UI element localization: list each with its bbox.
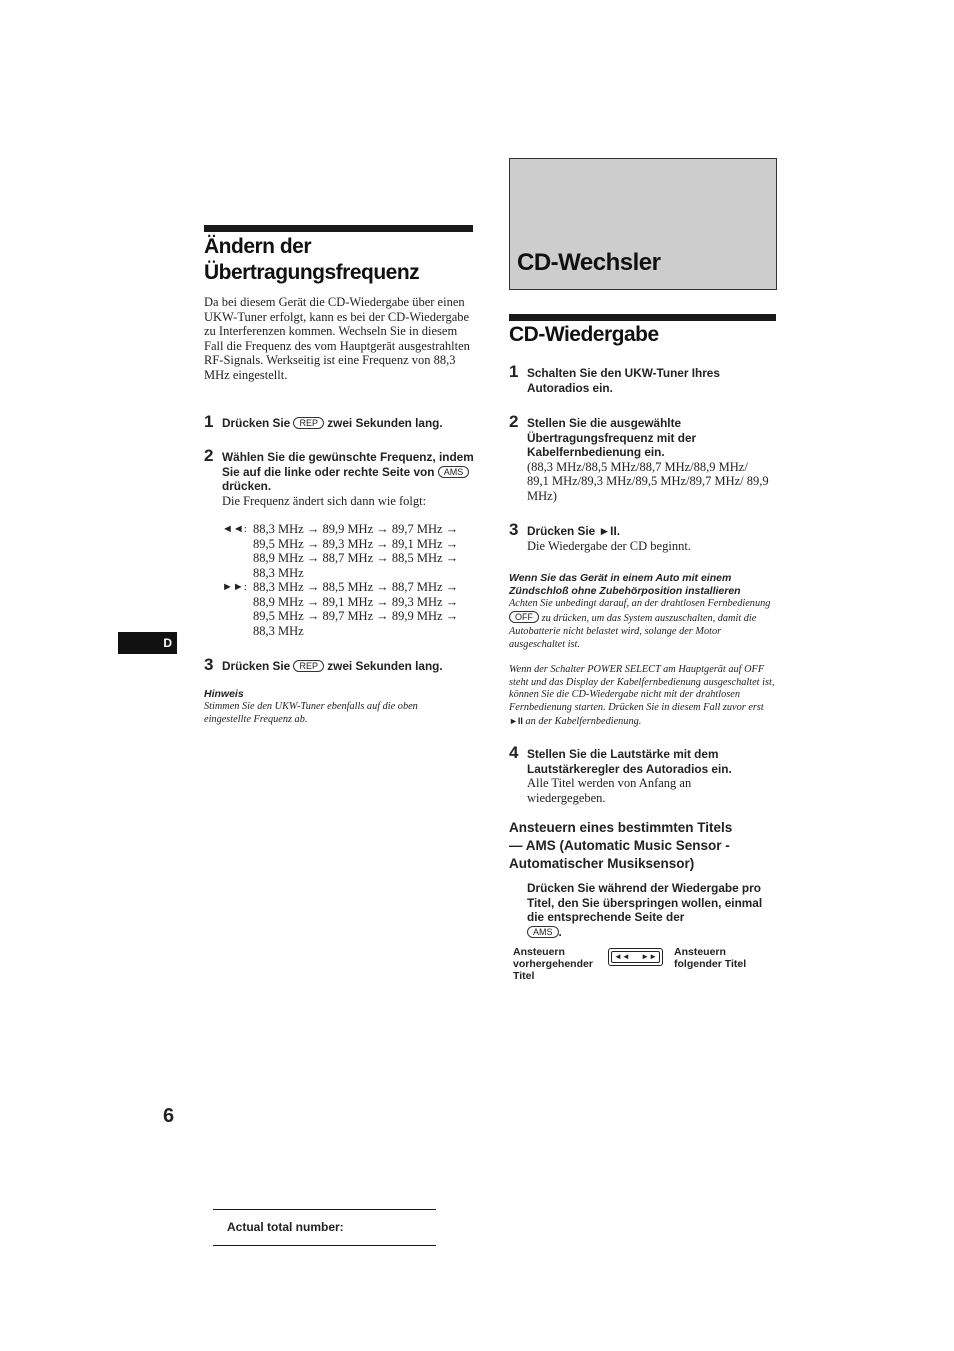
step-number: 1 <box>204 412 214 431</box>
next-track-icon: ►► <box>222 581 244 593</box>
off-key-icon: OFF <box>509 611 539 623</box>
rep-key-icon: REP <box>293 660 324 672</box>
step-number: 2 <box>204 446 214 465</box>
step-number: 3 <box>204 655 214 674</box>
page-number: 6 <box>163 1105 175 1127</box>
step-number: 1 <box>509 362 519 381</box>
power-select-note-text: Wenn der Schalter POWER SELECT am Hauptgerät auf OFF steht und das Display der Kabelfernbedienung ausgeschaltet ist, können Sie die CD-Wiedergabe nicht mit der drahtlosen Fernbedienung starten. Drücken Sie in diesem Fall zuvor erst ►II an der Kabelfernbedienung. <box>509 663 775 728</box>
step-number: 4 <box>509 743 519 762</box>
play-pause-icon: ►II <box>509 716 523 727</box>
prev-track-icon: ◄◄ <box>614 952 630 961</box>
ams-button-diagram <box>608 948 663 966</box>
frequency-sequence-prev: ◄◄: 88,3 MHz → 89,9 MHz → 89,7 MHz → 89,5 MHz → 89,3 MHz → 89,1 MHz → 88,9 MHz → 88,7 MHz → 88,5 MHz → 88,3 MHz <box>222 522 459 580</box>
step-2-text: Wählen Sie die gewünschte Frequenz, indem Sie auf die linke oder rechte Seite von AMS drücken. Die Frequenz ändert sich dann wie folgt: <box>222 450 474 508</box>
ams-key-icon: AMS <box>438 466 470 478</box>
step-number: 3 <box>509 520 519 539</box>
ams-instruction: Drücken Sie während der Wiedergabe pro Titel, den Sie überspringen wollen, einmal die entsprechende Seite der AMS . <box>527 881 763 939</box>
hint-box <box>204 688 466 727</box>
left-heading-rule <box>204 225 473 232</box>
rep-key-icon: REP <box>293 417 324 429</box>
cd-step-2-text: Stellen Sie die ausgewählte Übertragungsfrequenz mit der Kabelfernbedienung ein. (88,3 MHz/88,5 MHz/88,7 MHz/88,9 MHz/ 89,1 MHz/89,3 MHz/89,5 MHz/89,7 MHz/ 89,9 MHz) <box>527 416 769 503</box>
language-tab: D <box>118 632 177 654</box>
chapter-title: CD-Wechsler <box>517 249 661 276</box>
hint-title: Hinweis <box>204 688 244 700</box>
cd-step-3-text: Drücken Sie ►II. Die Wiedergabe der CD beginnt. <box>527 524 691 553</box>
play-pause-icon: ►II <box>598 524 617 538</box>
footer-label: Actual total number: <box>227 1220 344 1234</box>
footer-rule-bottom <box>213 1245 436 1246</box>
right-section-title: CD-Wiedergabe <box>509 323 659 346</box>
ignition-note <box>509 572 775 729</box>
right-heading-rule <box>509 314 776 321</box>
chapter-banner <box>509 158 777 290</box>
ams-next-label: Ansteuern folgender Titel <box>674 946 747 970</box>
step-1-text: Drücken Sie REP zwei Sekunden lang. <box>222 416 443 430</box>
hint-text: Stimmen Sie den UKW-Tuner ebenfalls auf die oben eingestellte Frequenz ab. <box>204 701 418 725</box>
ignition-note-text: Achten Sie unbedingt darauf, an der drahtlosen Fernbedienung OFF zu drücken, um das System auszuschalten, damit die Autobatterie nicht belastet wird, solange der Motor ausgeschaltet ist. <box>509 598 771 650</box>
next-track-icon: ►► <box>641 952 657 961</box>
left-section-title: Ändern der Übertragungsfrequenz <box>204 235 420 284</box>
footer-rule-top <box>213 1209 436 1210</box>
left-intro: Da bei diesem Gerät die CD-Wiedergabe über einen UKW-Tuner erfolgt, kann es bei der CD-Wiedergabe zu Interferenzen kommen. Wechseln Sie in diesem Fall die Frequenz des vom Hauptgerät ausgestrahlten RF-Signals. Werkseitig ist eine Frequenz von 88,3 MHz eingestellt. <box>204 295 470 382</box>
step-3-text: Drücken Sie REP zwei Sekunden lang. <box>222 659 443 673</box>
cd-step-4-text: Stellen Sie die Lautstärke mit dem Lautstärkeregler des Autoradios ein. Alle Titel werden von Anfang an wiedergegeben. <box>527 747 732 805</box>
cd-step-1-text: Schalten Sie den UKW-Tuner Ihres Autoradios ein. <box>527 366 720 395</box>
ams-prev-label: Ansteuern vorhergehender Titel <box>513 946 593 982</box>
ignition-note-title: Wenn Sie das Gerät in einem Auto mit einem Zündschloß ohne Zubehörposition installieren <box>509 572 741 597</box>
frequency-sequence-next: ►►: 88,3 MHz → 88,5 MHz → 88,7 MHz → 88,9 MHz → 89,1 MHz → 89,3 MHz → 89,5 MHz → 89,7 MHz → 89,9 MHz → 88,3 MHz <box>222 580 459 638</box>
ams-key-icon: AMS <box>527 926 559 938</box>
step-number: 2 <box>509 412 519 431</box>
ams-heading: Ansteuern eines bestimmten Titels — AMS (Automatic Music Sensor - Automatischer Musiksensor) <box>509 820 733 871</box>
prev-track-icon: ◄◄ <box>222 523 244 535</box>
